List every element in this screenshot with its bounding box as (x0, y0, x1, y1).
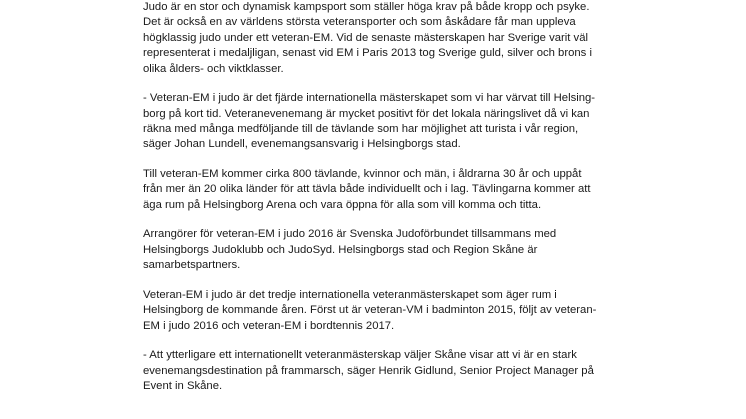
text-line: - Veteran-EM i judo är det fjärde internationella mästerskapet som vi har värvat till Helsing- (143, 92, 596, 105)
text-line: borg på kort tid. Veteranevenemang är mycket positivt för det lokala näringslivet då vi kan (143, 107, 590, 120)
paragraph-quote-gidlund (143, 348, 623, 394)
paragraph-participants (143, 167, 623, 213)
text-line: Det är också en av världens största veteransporter och som åskådare får man uppleva (143, 16, 576, 29)
text-line: samarbetspartners. (143, 259, 241, 272)
text-line: Judo är en stor och dynamisk kampsport som ställer höga krav på både kropp och psyke. (143, 1, 590, 13)
text-line: Helsingborg de kommande åren. Först ut är veteran-VM i badminton 2015, följt av veteran- (143, 304, 597, 317)
text-line: evenemangsdestination på frammarsch, säger Henrik Gidlund, Senior Project Manager på (143, 364, 594, 377)
text-line: Till veteran-EM kommer cirka 800 tävlande, kvinnor och män, i åldrarna 30 år och uppåt (143, 168, 582, 181)
text-line: Event in Skåne. (143, 380, 223, 393)
document-body (143, 0, 623, 409)
text-line: EM i judo 2016 och veteran-EM i bordtennis 2017. (143, 319, 395, 332)
text-line: äga rum på Helsingborg Arena och vara öppna för alla som vill komma och titta. (143, 198, 542, 211)
text-line: Helsingborgs Judoklubb och JudoSyd. Helsingborgs stad och Region Skåne är (143, 243, 538, 256)
text-line: olika ålders- och viktklasser. (143, 62, 284, 75)
text-line: högklassig judo under ett veteran-EM. Vid de senaste mästerskapen har Sverige varit väl (143, 31, 589, 44)
text-line: Veteran-EM i judo är det tredje internationella veteranmästerskapet som äger rum i (143, 288, 557, 301)
paragraph-organizers (143, 227, 623, 273)
paragraph-quote-lundell (143, 91, 623, 153)
text-line: säger Johan Lundell, evenemangsansvarig i Helsingborgs stad. (143, 138, 461, 151)
paragraph-intro (143, 0, 623, 77)
text-line: representerat i medaljligan, senast vid EM i Paris 2013 tog Sverige guld, silver och brons i (143, 47, 592, 60)
paragraph-championships (143, 288, 623, 334)
text-line: - Att ytterligare ett internationellt veteranmästerskap väljer Skåne visar att vi är en stark (143, 349, 577, 362)
text-line: räkna med många medföljande till de tävlande som har möjlighet att turista i vår region, (143, 123, 579, 136)
text-line: Arrangörer för veteran-EM i judo 2016 är Svenska Judoförbundet tillsammans med (143, 228, 557, 241)
text-line: från mer än 20 olika länder för att tävla både individuellt och i lag. Tävlingarna kommer att (143, 183, 591, 196)
